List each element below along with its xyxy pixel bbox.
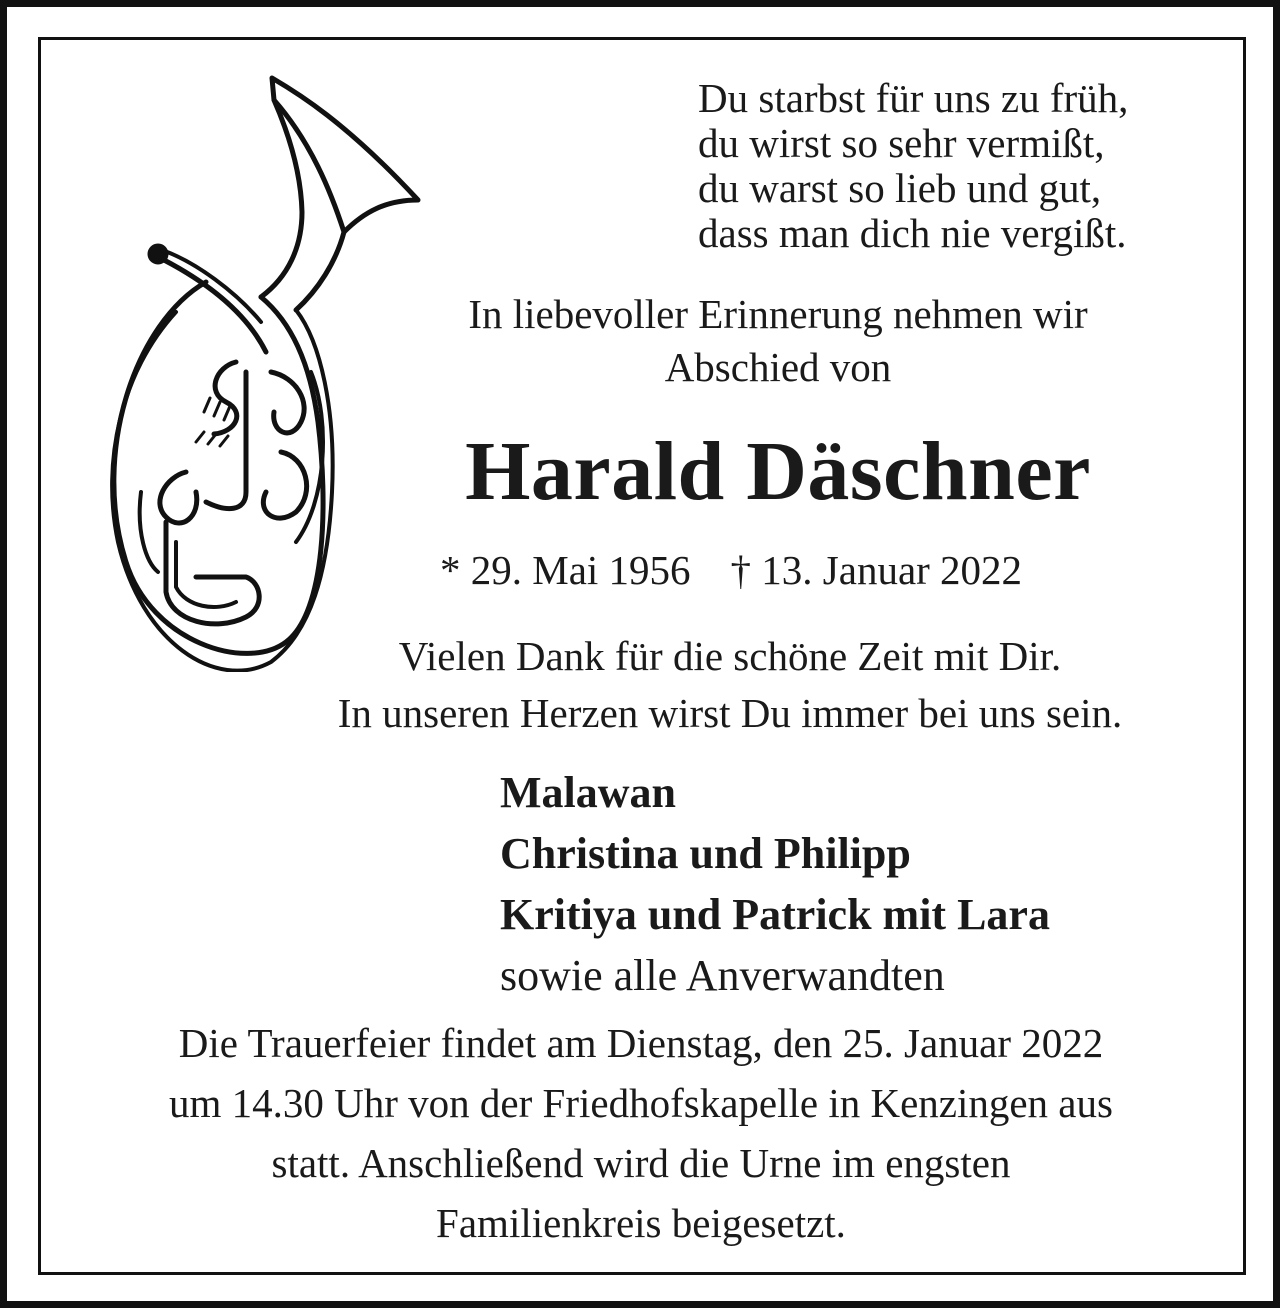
family-name-2: Christina und Philipp — [500, 829, 911, 878]
thanks-text: Vielen Dank für die schöne Zeit mit Dir. In unseren Herzen wirst Du immer bei uns sein. — [337, 633, 1123, 736]
birth-date: * 29. Mai 1956 — [440, 547, 691, 593]
funeral-notice: Die Trauerfeier findet am Dienstag, den 25. Januar 2022 um 14.30 Uhr von der Friedhofskapelle in Kenzingen aus statt. Anschließend wird die Urne im engsten Familienkreis beigesetzt. — [169, 1020, 1113, 1246]
deceased-name: Harald Däschner — [465, 425, 1091, 518]
death-date: † 13. Januar 2022 — [730, 547, 1023, 593]
family-name-3: Kritiya und Patrick mit Lara — [500, 890, 1050, 939]
family-name-1: Malawan — [500, 768, 676, 817]
family-list — [500, 762, 1050, 1006]
family-others: sowie alle Anverwandten — [500, 951, 945, 1000]
life-dates — [440, 547, 1023, 593]
intro-text: In liebevoller Erinnerung nehmen wir Abschied von — [468, 291, 1088, 390]
memorial-poem: Du starbst für uns zu früh, du wirst so sehr vermißt, du warst so lieb und gut, dass man dich nie vergißt. — [698, 75, 1129, 256]
